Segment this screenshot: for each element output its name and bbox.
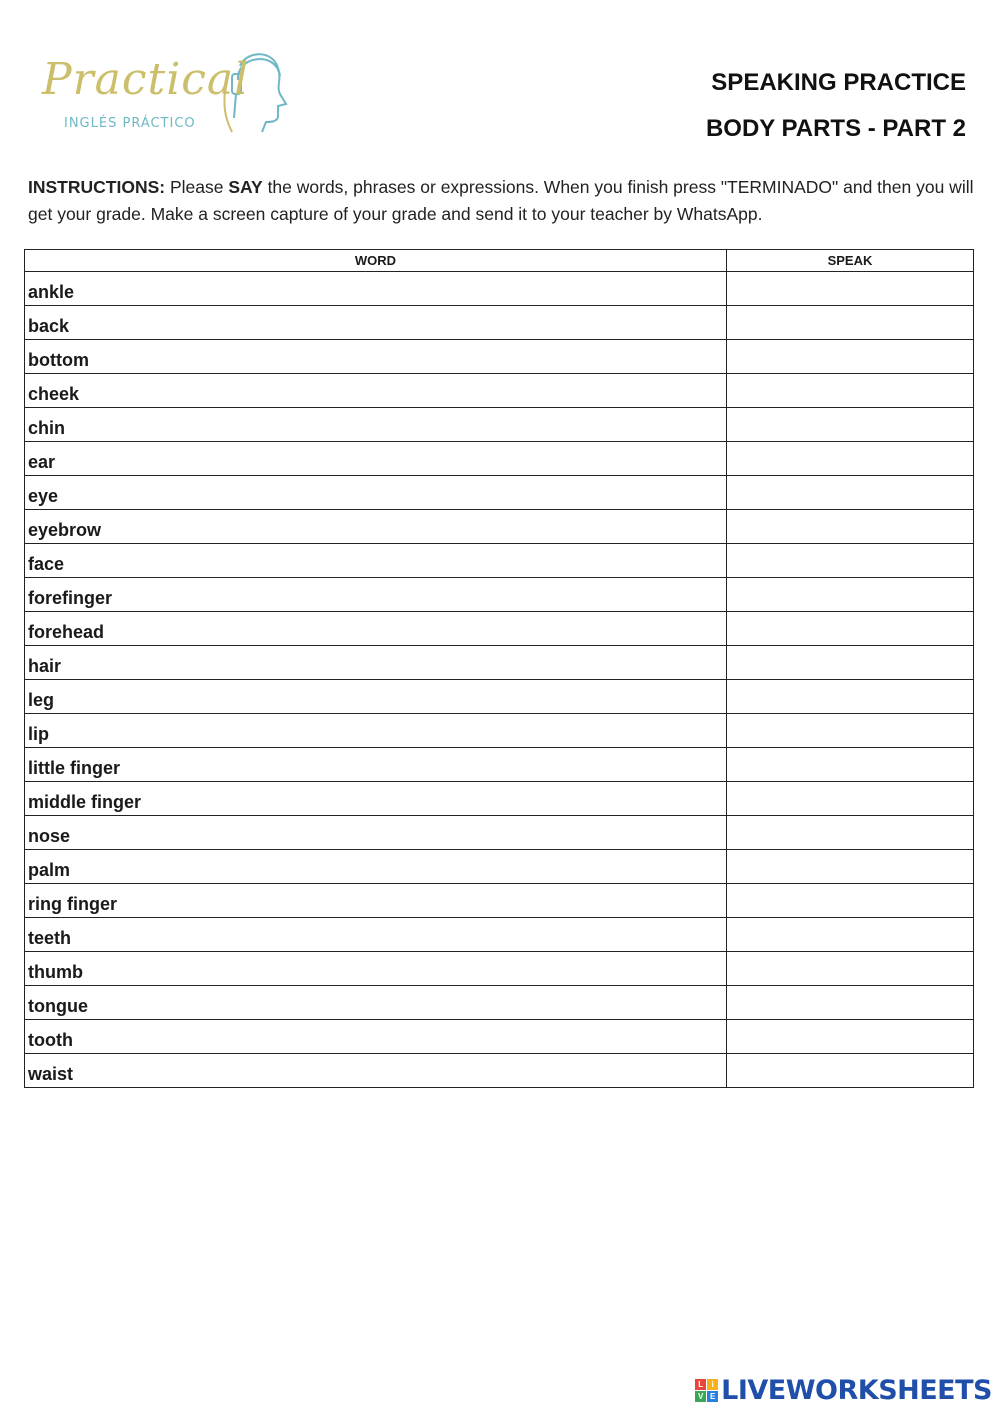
word-cell: tooth: [25, 1020, 727, 1054]
word-cell: middle finger: [25, 782, 727, 816]
table-row: [25, 680, 974, 714]
speak-cell[interactable]: [727, 782, 974, 816]
title-line-1: SPEAKING PRACTICE: [711, 69, 966, 96]
speak-cell[interactable]: [727, 1054, 974, 1088]
table-row: [25, 646, 974, 680]
speak-cell[interactable]: [727, 714, 974, 748]
word-table: [24, 249, 974, 1088]
word-cell: waist: [25, 1054, 727, 1088]
table-row: [25, 952, 974, 986]
table-row: [25, 850, 974, 884]
table-row: [25, 272, 974, 306]
speak-cell[interactable]: [727, 408, 974, 442]
header-speak: SPEAK: [727, 250, 974, 272]
speak-cell[interactable]: [727, 748, 974, 782]
word-cell: leg: [25, 680, 727, 714]
instructions: [28, 174, 976, 228]
word-cell: thumb: [25, 952, 727, 986]
table-row: [25, 782, 974, 816]
speak-cell[interactable]: [727, 1020, 974, 1054]
table-row: [25, 884, 974, 918]
word-cell: forehead: [25, 612, 727, 646]
liveworksheets-brand: [695, 1374, 992, 1406]
word-rows: [25, 272, 974, 1088]
table-row: [25, 1020, 974, 1054]
speak-cell[interactable]: [727, 340, 974, 374]
liveworksheets-text: LIVEWORKSHEETS: [721, 1374, 992, 1406]
badge-letter: i: [707, 1379, 718, 1390]
header-word: WORD: [25, 250, 727, 272]
practical-logo: [40, 46, 290, 138]
table-row: [25, 374, 974, 408]
speak-cell[interactable]: [727, 884, 974, 918]
word-cell: palm: [25, 850, 727, 884]
speak-cell[interactable]: [727, 918, 974, 952]
speak-cell[interactable]: [727, 272, 974, 306]
table-row: [25, 510, 974, 544]
word-cell: forefinger: [25, 578, 727, 612]
instructions-text-after: the words, phrases or expressions. When you finish press "TERMINADO" and then you will get your grade. Make a screen capture of your grade and send it to your teacher by WhatsApp.: [28, 177, 974, 224]
speak-cell[interactable]: [727, 544, 974, 578]
speak-cell[interactable]: [727, 306, 974, 340]
word-cell: lip: [25, 714, 727, 748]
speak-cell[interactable]: [727, 510, 974, 544]
logo-subtitle: INGLÉS PRÁCTICO: [64, 116, 196, 131]
speak-cell[interactable]: [727, 850, 974, 884]
badge-letter: V: [695, 1391, 706, 1402]
speak-cell[interactable]: [727, 680, 974, 714]
table-row: [25, 918, 974, 952]
table-row: [25, 442, 974, 476]
instructions-label: INSTRUCTIONS:: [28, 177, 166, 197]
table-row: [25, 578, 974, 612]
word-cell: bottom: [25, 340, 727, 374]
instructions-text-before: Please: [165, 177, 229, 197]
table-row: [25, 1054, 974, 1088]
speak-cell[interactable]: [727, 442, 974, 476]
word-cell: hair: [25, 646, 727, 680]
speak-cell[interactable]: [727, 986, 974, 1020]
table-row: [25, 408, 974, 442]
liveworksheets-logo-icon: [695, 1379, 718, 1402]
word-cell: tongue: [25, 986, 727, 1020]
word-cell: eye: [25, 476, 727, 510]
page-title: [706, 60, 966, 152]
word-cell: little finger: [25, 748, 727, 782]
badge-letter: L: [695, 1379, 706, 1390]
speak-cell[interactable]: [727, 476, 974, 510]
word-cell: eyebrow: [25, 510, 727, 544]
table-row: [25, 476, 974, 510]
badge-letter: E: [707, 1391, 718, 1402]
speak-cell[interactable]: [727, 578, 974, 612]
word-cell: ear: [25, 442, 727, 476]
word-cell: face: [25, 544, 727, 578]
table-row: [25, 340, 974, 374]
table-row: [25, 986, 974, 1020]
word-cell: nose: [25, 816, 727, 850]
word-cell: ankle: [25, 272, 727, 306]
table-row: [25, 714, 974, 748]
table-row: [25, 816, 974, 850]
word-cell: ring finger: [25, 884, 727, 918]
table-row: [25, 612, 974, 646]
word-cell: back: [25, 306, 727, 340]
title-line-2: BODY PARTS - PART 2: [705, 115, 966, 142]
word-cell: teeth: [25, 918, 727, 952]
speak-cell[interactable]: [727, 646, 974, 680]
speak-cell[interactable]: [727, 952, 974, 986]
instructions-say: SAY: [228, 177, 263, 197]
word-cell: chin: [25, 408, 727, 442]
word-cell: cheek: [25, 374, 727, 408]
speak-cell[interactable]: [727, 612, 974, 646]
logo-script-text: Practical: [42, 54, 250, 105]
speak-cell[interactable]: [727, 374, 974, 408]
table-header-row: [25, 250, 974, 272]
table-row: [25, 748, 974, 782]
speak-cell[interactable]: [727, 816, 974, 850]
table-row: [25, 306, 974, 340]
table-row: [25, 544, 974, 578]
